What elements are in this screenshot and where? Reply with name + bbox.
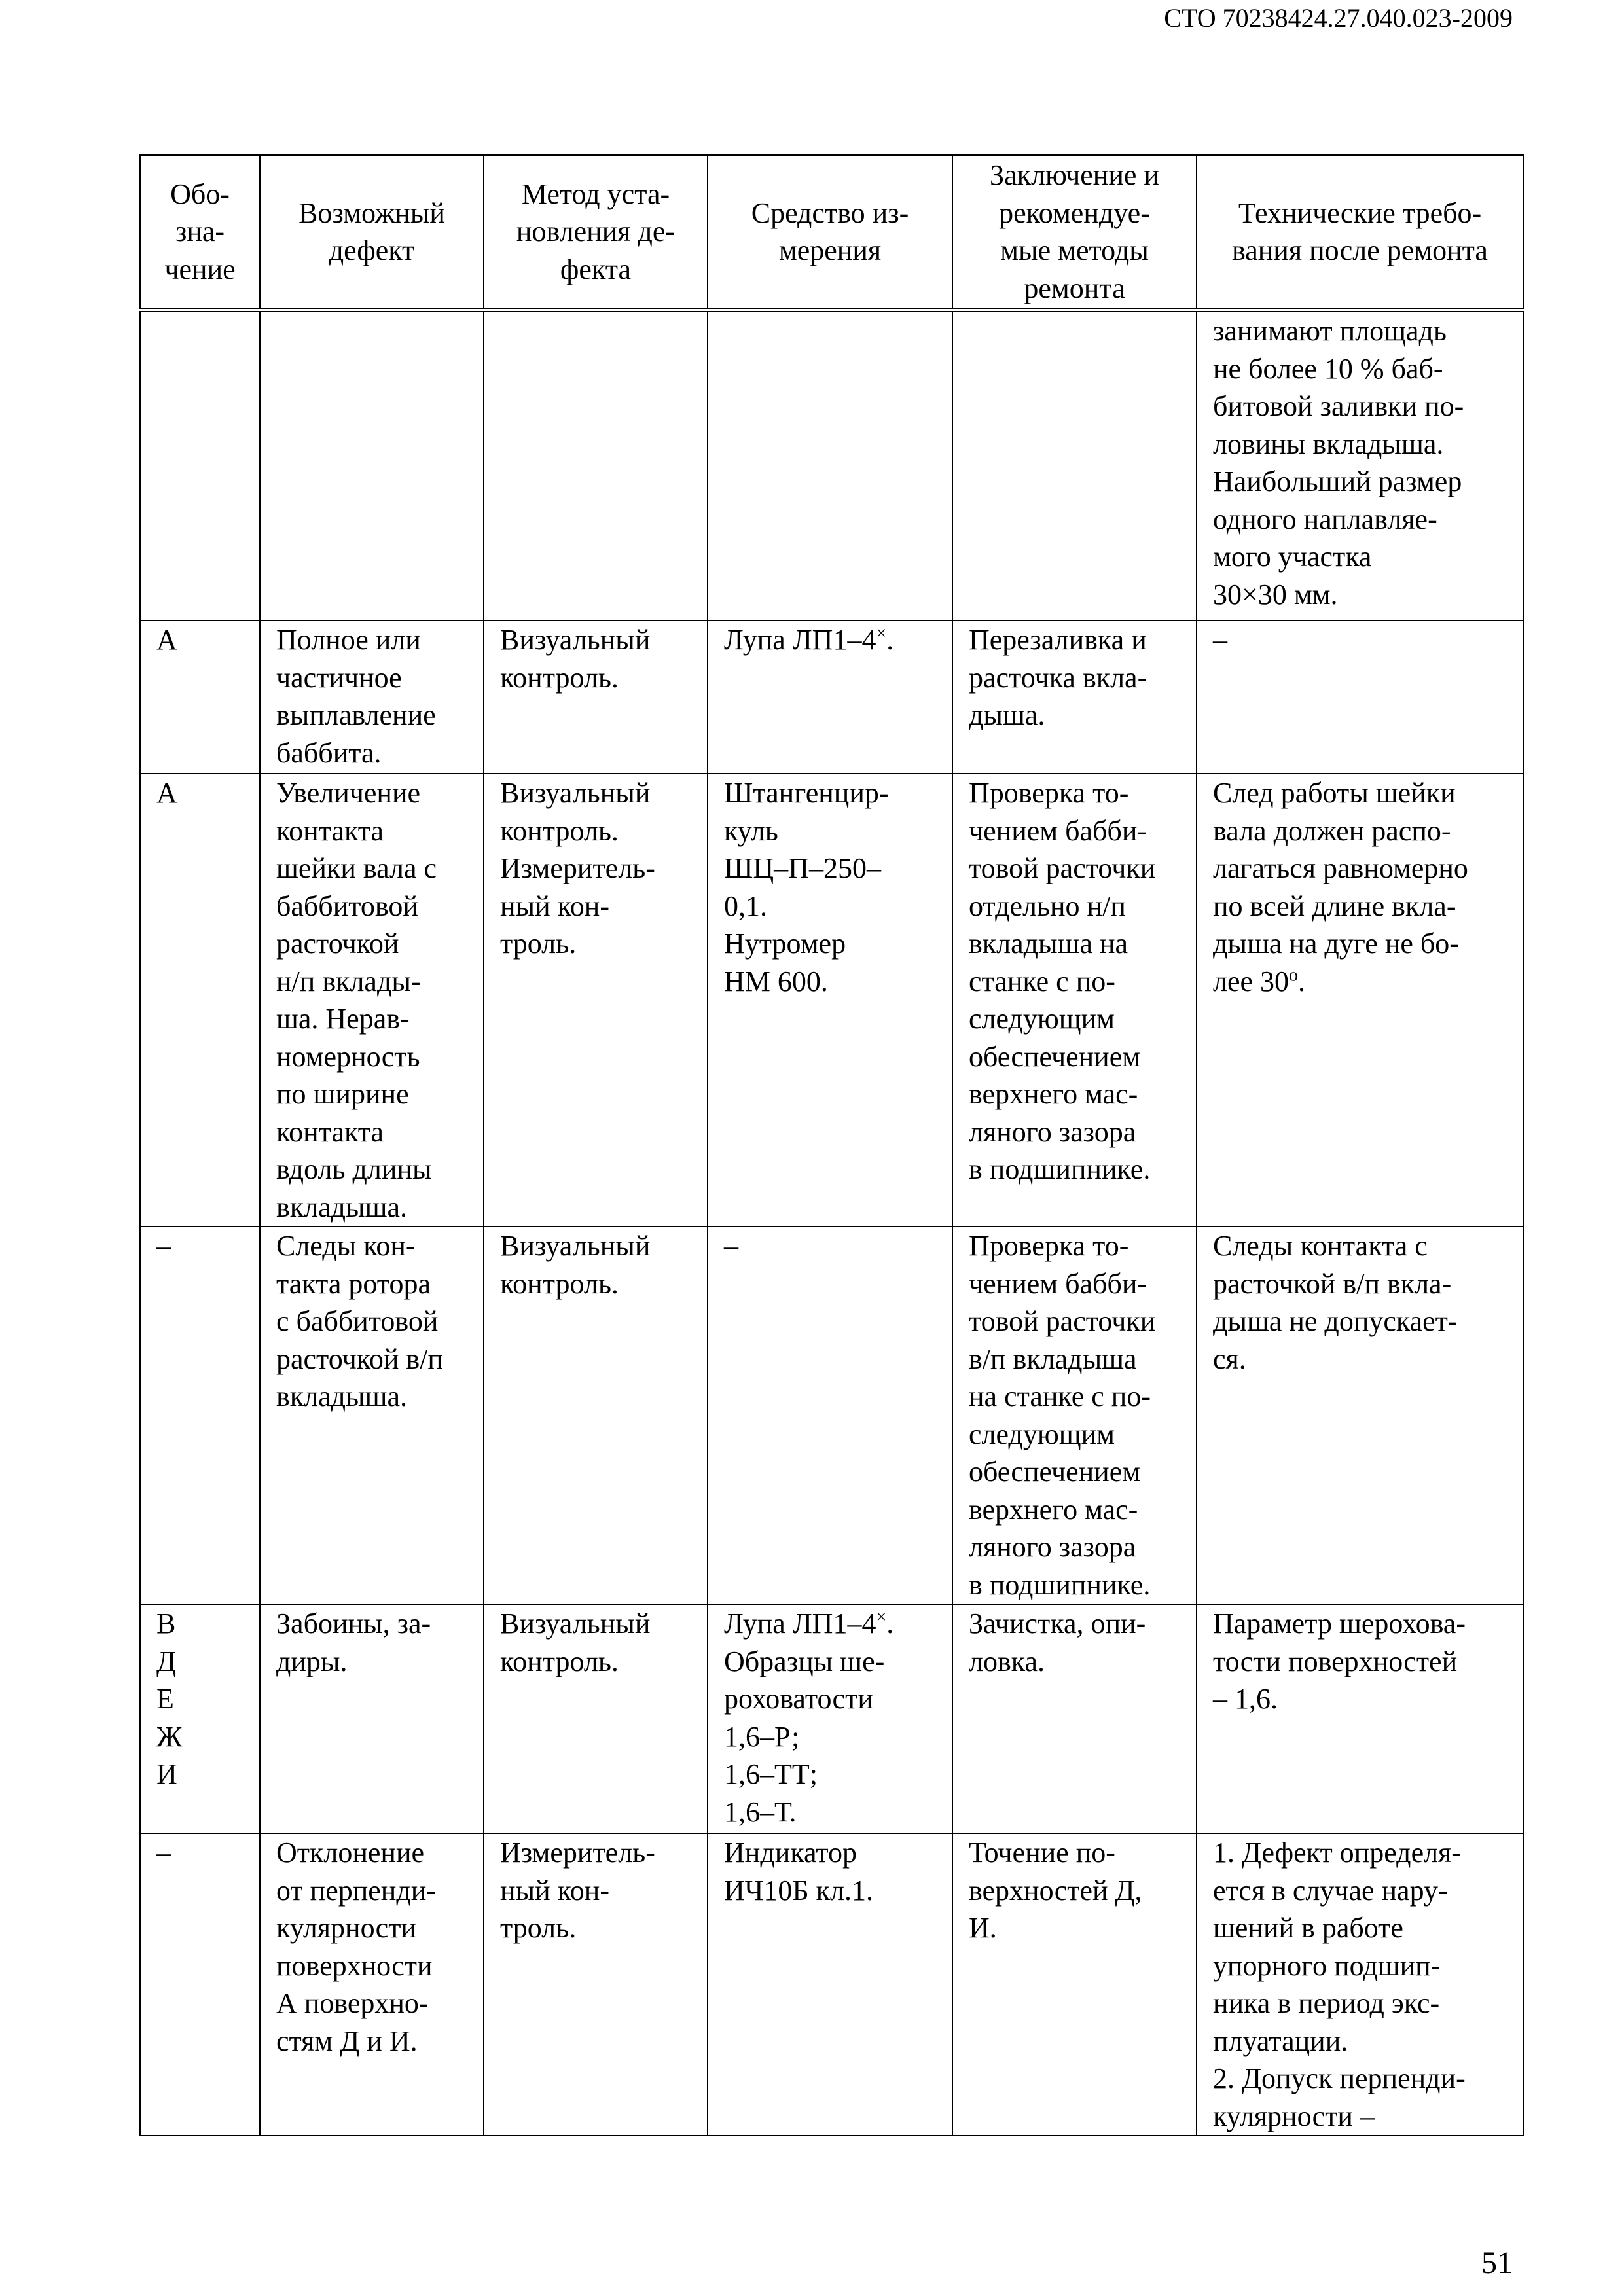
- repair-cell: Точение по- верхностей Д, И.: [952, 1833, 1197, 2136]
- instrument-cell: –: [708, 1227, 952, 1604]
- requirements-cell: –: [1197, 620, 1523, 774]
- table-row: [140, 1833, 1523, 2136]
- designation-cell: –: [140, 1227, 260, 1604]
- instrument-cell: Штангенцир- куль ШЦ–П–250– 0,1. Нутромер НМ 600.: [708, 774, 952, 1227]
- repair-cell: [952, 310, 1197, 621]
- method-cell: Визуальный контроль.: [484, 1227, 708, 1604]
- method-cell: Визуальный контроль.: [484, 1604, 708, 1833]
- defects-table: [139, 154, 1524, 2136]
- repair-cell: Проверка то- чением бабби- товой расточки отдельно н/п вкладыша на станке с по- следующим обеспечением верхнего мас- ляного зазора в подшипнике.: [952, 774, 1197, 1227]
- table-header-row: [140, 155, 1523, 310]
- page-number: 51: [1481, 2246, 1513, 2280]
- repair-cell: Перезаливка и расточка вкла- дыша.: [952, 620, 1197, 774]
- designation-cell: А: [140, 620, 260, 774]
- table-row: [140, 1227, 1523, 1604]
- column-header-method: Метод уста- новления де- фекта: [484, 155, 708, 310]
- table-row: [140, 620, 1523, 774]
- requirements-cell: След работы шейки вала должен распо- лагаться равномерно по всей длине вкла- дыша на дуге не бо- лее $30^о$.: [1197, 774, 1523, 1227]
- column-header-designation: Обо- зна- чение: [140, 155, 260, 310]
- requirements-cell: Параметр шерохова- тости поверхностей – 1,6.: [1197, 1604, 1523, 1833]
- defect-cell: Полное или частичное выплавление баббита.: [260, 620, 484, 774]
- designation-cell: –: [140, 1833, 260, 2136]
- table-row: [140, 1604, 1523, 1833]
- method-cell: Визуальный контроль. Измеритель- ный кон- троль.: [484, 774, 708, 1227]
- defect-cell: [260, 310, 484, 621]
- repair-cell: Проверка то- чением бабби- товой расточки в/п вкладыша на станке с по- следующим обеспечением верхнего мас- ляного зазора в подшипнике.: [952, 1227, 1197, 1604]
- column-header-requirements: Технические требо- вания после ремонта: [1197, 155, 1523, 310]
- defect-cell: Забоины, за- диры.: [260, 1604, 484, 1833]
- column-header-instrument: Средство из- мерения: [708, 155, 952, 310]
- instrument-cell: [708, 310, 952, 621]
- table-row: [140, 774, 1523, 1227]
- repair-cell: Зачистка, опи- ловка.: [952, 1604, 1197, 1833]
- designation-cell: А: [140, 774, 260, 1227]
- designation-cell: В Д Е Ж И: [140, 1604, 260, 1833]
- requirements-cell: 1. Дефект определя- ется в случае нару- шений в работе упорного подшип- ника в период экс- плуатации. 2. Допуск перпенди- кулярности –: [1197, 1833, 1523, 2136]
- instrument-cell: Индикатор ИЧ10Б кл.1.: [708, 1833, 952, 2136]
- document-code: СТО 70238424.27.040.023-2009: [1164, 3, 1513, 33]
- table-row: [140, 310, 1523, 621]
- method-cell: Измеритель- ный кон- троль.: [484, 1833, 708, 2136]
- method-cell: [484, 310, 708, 621]
- column-header-defect: Возможный дефект: [260, 155, 484, 310]
- requirements-cell: Следы контакта с расточкой в/п вкла- дыша не допускает- ся.: [1197, 1227, 1523, 1604]
- instrument-cell: Лупа ЛП1–4×.: [708, 620, 952, 774]
- defect-cell: Отклонение от перпенди- кулярности поверхности А поверхно- стям Д и И.: [260, 1833, 484, 2136]
- requirements-cell: занимают площадь не более 10 % баб- битовой заливки по- ловины вкладыша. Наибольший размер одного наплавляе- мого участка 30×30 мм.: [1197, 310, 1523, 621]
- defect-cell: Увеличение контакта шейки вала с баббитовой расточкой н/п вклады- ша. Нерав- номерность по ширине контакта вдоль длины вкладыша.: [260, 774, 484, 1227]
- instrument-cell: Лупа ЛП1–4×. Образцы ше- роховатости 1,6–Р; 1,6–ТТ; 1,6–Т.: [708, 1604, 952, 1833]
- column-header-repair: Заключение и рекомендуе- мые методы ремонта: [952, 155, 1197, 310]
- designation-cell: [140, 310, 260, 621]
- defect-cell: Следы кон- такта ротора с баббитовой расточкой в/п вкладыша.: [260, 1227, 484, 1604]
- method-cell: Визуальный контроль.: [484, 620, 708, 774]
